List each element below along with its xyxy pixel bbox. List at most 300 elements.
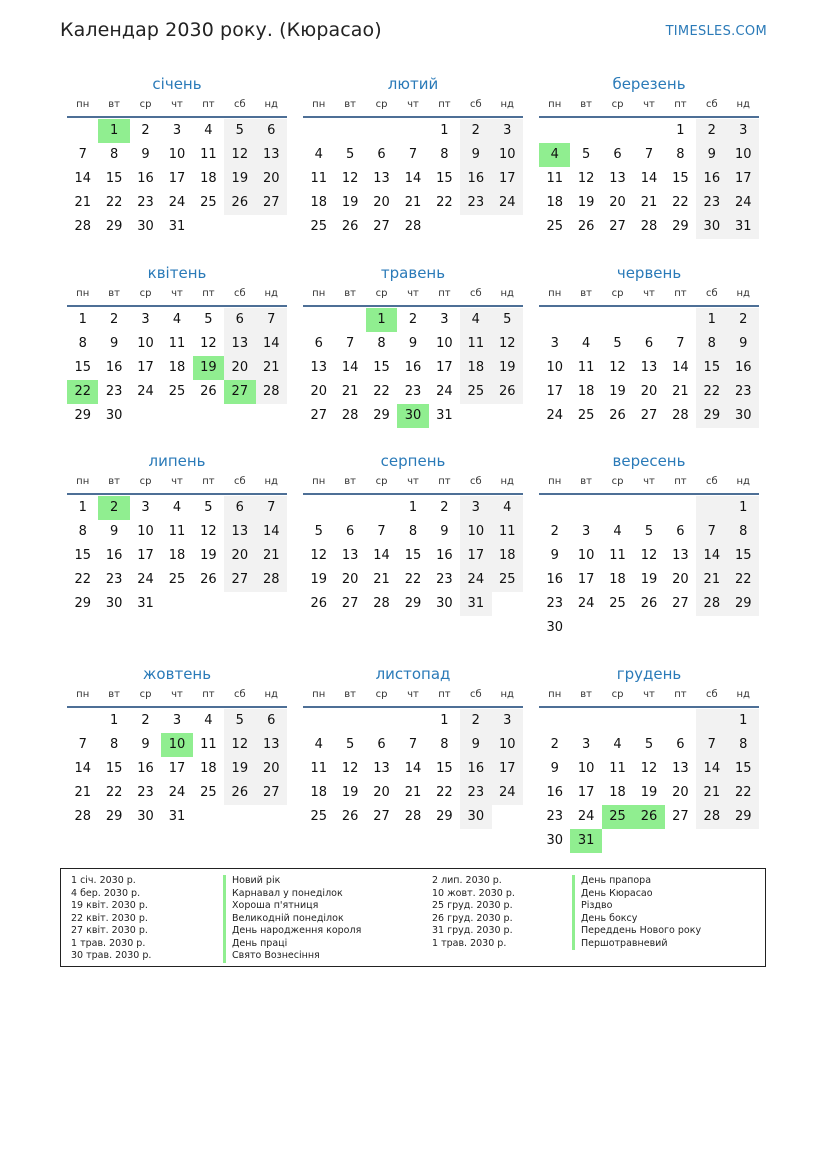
day-cell: 24 xyxy=(577,809,595,824)
legend-holiday-name: Свято Вознесіння xyxy=(223,950,361,963)
day-cell: 15 xyxy=(74,360,91,375)
day-cell: 3 xyxy=(141,500,150,515)
empty-cell xyxy=(665,308,696,332)
day-cell: 21 xyxy=(341,384,359,399)
day-cell: 18 xyxy=(168,548,186,563)
day-cell: 5 xyxy=(204,500,213,515)
day-cell: 13 xyxy=(640,360,658,375)
day-cell: 28 xyxy=(74,219,91,234)
day-cell: 30 xyxy=(137,809,154,824)
day-cell: 2 xyxy=(440,500,449,515)
weekday-label: вт xyxy=(108,288,120,299)
day-cell: 28 xyxy=(696,805,727,829)
legend-date: 1 трав. 2030 р. xyxy=(432,937,507,949)
weekday-label: нд xyxy=(736,288,750,299)
day-cell: 11 xyxy=(492,520,523,544)
empty-cell xyxy=(366,496,397,520)
day-cell: 21 xyxy=(640,195,658,210)
day-cell: 29 xyxy=(105,219,123,234)
day-cell: 20 xyxy=(256,757,287,781)
empty-cell xyxy=(633,496,664,520)
day-cell: 9 xyxy=(109,524,119,539)
day-cell: 2 xyxy=(550,737,559,752)
day-grid xyxy=(539,308,759,428)
holiday-day-cell: 22 xyxy=(67,380,98,404)
day-cell: 26 xyxy=(200,384,217,399)
holiday-day-cell: 30 xyxy=(397,404,428,428)
day-cell: 12 xyxy=(200,524,217,539)
day-cell: 23 xyxy=(460,191,491,215)
day-cell: 23 xyxy=(546,596,563,611)
legend-holiday-name: День праці xyxy=(223,938,361,951)
day-cell: 24 xyxy=(436,384,453,399)
day-cell: 30 xyxy=(105,408,123,423)
day-cell: 18 xyxy=(609,785,626,800)
day-cell: 4 xyxy=(204,713,213,728)
day-cell: 19 xyxy=(310,572,327,587)
day-cell: 11 xyxy=(168,524,186,539)
day-cell: 1 xyxy=(440,713,449,728)
day-cell: 17 xyxy=(492,167,523,191)
weekday-label: пн xyxy=(76,99,90,110)
day-cell: 28 xyxy=(373,596,390,611)
day-cell: 4 xyxy=(172,500,182,515)
day-cell: 4 xyxy=(492,496,523,520)
holiday-day-cell: 27 xyxy=(224,380,255,404)
header-rule xyxy=(67,305,287,307)
weekday-label: сб xyxy=(705,99,718,110)
day-cell: 20 xyxy=(341,572,359,587)
day-cell: 17 xyxy=(168,761,186,776)
header-rule xyxy=(539,493,759,495)
legend-holiday-name: Великодній понеділок xyxy=(223,913,361,926)
weekday-label: сб xyxy=(705,288,718,299)
weekday-label: нд xyxy=(264,288,278,299)
empty-cell xyxy=(334,496,365,520)
day-cell: 24 xyxy=(492,781,523,805)
legend-holiday-name: Хороша п'ятниця xyxy=(223,900,361,913)
page-title: Календар 2030 року. (Кюрасао) xyxy=(60,19,382,41)
empty-cell xyxy=(303,308,334,332)
day-cell: 1 xyxy=(408,500,418,515)
weekday-label: пн xyxy=(312,288,326,299)
day-cell: 6 xyxy=(345,524,355,539)
day-cell: 9 xyxy=(728,332,759,356)
day-cell: 7 xyxy=(345,336,355,351)
empty-cell xyxy=(397,119,428,143)
day-cell: 26 xyxy=(224,191,255,215)
day-cell: 6 xyxy=(676,737,685,752)
day-cell: 13 xyxy=(373,171,390,186)
day-cell: 9 xyxy=(141,737,150,752)
empty-cell xyxy=(602,308,633,332)
weekday-label: ср xyxy=(611,689,624,700)
month-name: червень xyxy=(616,264,682,282)
weekday-label: сб xyxy=(469,99,482,110)
month-name: вересень xyxy=(612,452,686,470)
weekday-label: сб xyxy=(233,689,246,700)
day-cell: 5 xyxy=(204,312,213,327)
day-cell: 2 xyxy=(408,312,418,327)
day-cell: 12 xyxy=(224,733,255,757)
empty-cell xyxy=(303,709,334,733)
day-cell: 30 xyxy=(137,219,154,234)
month-block xyxy=(67,449,287,616)
day-cell: 2 xyxy=(109,312,119,327)
day-cell: 9 xyxy=(408,336,418,351)
day-cell: 6 xyxy=(613,147,622,162)
day-cell: 21 xyxy=(404,195,422,210)
day-cell: 11 xyxy=(546,171,563,186)
day-cell: 24 xyxy=(546,408,563,423)
legend-date: 27 квіт. 2030 р. xyxy=(71,925,148,936)
day-cell: 23 xyxy=(460,781,491,805)
day-cell: 3 xyxy=(492,709,523,733)
legend-left-names xyxy=(223,875,361,963)
day-cell: 14 xyxy=(74,761,91,776)
header-rule xyxy=(67,493,287,495)
day-cell: 14 xyxy=(404,761,422,776)
day-cell: 5 xyxy=(345,737,355,752)
day-cell: 3 xyxy=(141,312,150,327)
day-cell: 1 xyxy=(728,496,759,520)
empty-cell xyxy=(665,496,696,520)
weekday-label: пн xyxy=(548,476,562,487)
day-cell: 29 xyxy=(373,408,390,423)
weekday-label: пт xyxy=(202,476,215,487)
day-cell: 19 xyxy=(341,785,359,800)
day-cell: 17 xyxy=(492,757,523,781)
day-cell: 17 xyxy=(137,548,154,563)
header-rule xyxy=(303,493,523,495)
day-cell: 19 xyxy=(640,785,658,800)
day-cell: 11 xyxy=(577,360,595,375)
day-grid xyxy=(303,496,523,616)
day-cell: 20 xyxy=(224,544,255,568)
day-cell: 22 xyxy=(404,572,422,587)
day-cell: 8 xyxy=(728,733,759,757)
weekday-label: нд xyxy=(500,99,514,110)
weekday-label: пн xyxy=(76,476,90,487)
day-cell: 20 xyxy=(640,384,658,399)
weekday-label: вт xyxy=(344,288,356,299)
day-cell: 3 xyxy=(492,119,523,143)
weekday-label: пт xyxy=(202,99,215,110)
day-cell: 28 xyxy=(341,408,359,423)
day-cell: 13 xyxy=(224,332,255,356)
day-cell: 5 xyxy=(492,308,523,332)
weekday-label: нд xyxy=(500,476,514,487)
weekday-label: вт xyxy=(580,99,592,110)
day-cell: 5 xyxy=(224,709,255,733)
weekday-label: чт xyxy=(643,476,655,487)
weekday-label: пн xyxy=(76,288,90,299)
legend-holiday-name: Різдво xyxy=(572,900,701,913)
holiday-day-cell: 26 xyxy=(633,805,664,829)
empty-cell xyxy=(633,308,664,332)
day-cell: 17 xyxy=(577,785,595,800)
day-cell: 8 xyxy=(440,737,449,752)
legend-holiday-name: День боксу xyxy=(572,913,701,926)
legend-date: 1 трав. 2030 р. xyxy=(71,937,146,949)
holiday-day-cell: 10 xyxy=(161,733,192,757)
day-cell: 8 xyxy=(78,336,87,351)
weekday-label: пт xyxy=(674,99,687,110)
month-block xyxy=(539,449,759,640)
day-cell: 9 xyxy=(550,548,559,563)
site-link[interactable]: TIMESLES.COM xyxy=(665,24,767,39)
day-cell: 23 xyxy=(137,785,154,800)
weekday-header xyxy=(67,686,287,704)
weekday-label: нд xyxy=(264,99,278,110)
day-cell: 25 xyxy=(200,195,217,210)
day-cell: 5 xyxy=(314,524,323,539)
empty-cell xyxy=(633,709,664,733)
day-cell: 9 xyxy=(696,143,727,167)
day-cell: 30 xyxy=(436,596,453,611)
day-cell: 28 xyxy=(74,809,91,824)
month-block xyxy=(539,72,759,239)
day-cell: 15 xyxy=(672,171,689,186)
empty-cell xyxy=(570,119,601,143)
month-block xyxy=(67,72,287,239)
day-cell: 23 xyxy=(546,809,563,824)
holiday-day-cell: 31 xyxy=(570,829,601,853)
weekday-label: ср xyxy=(139,476,152,487)
day-cell: 15 xyxy=(105,171,123,186)
day-cell: 19 xyxy=(640,572,658,587)
day-cell: 7 xyxy=(256,496,287,520)
day-cell: 27 xyxy=(609,219,626,234)
day-cell: 7 xyxy=(696,520,727,544)
day-cell: 12 xyxy=(577,171,595,186)
day-cell: 7 xyxy=(408,147,418,162)
empty-cell xyxy=(366,709,397,733)
day-cell: 6 xyxy=(224,496,255,520)
header-rule xyxy=(539,706,759,708)
day-cell: 16 xyxy=(137,171,154,186)
day-cell: 26 xyxy=(577,219,595,234)
empty-cell xyxy=(602,709,633,733)
day-cell: 27 xyxy=(310,408,327,423)
weekday-label: сб xyxy=(705,476,718,487)
day-cell: 22 xyxy=(105,785,123,800)
day-grid xyxy=(67,119,287,239)
day-cell: 27 xyxy=(373,809,390,824)
weekday-label: ср xyxy=(139,288,152,299)
day-cell: 5 xyxy=(644,737,654,752)
empty-cell xyxy=(334,119,365,143)
day-cell: 4 xyxy=(581,336,591,351)
day-cell: 25 xyxy=(577,408,595,423)
day-cell: 4 xyxy=(204,123,213,138)
day-cell: 4 xyxy=(172,312,182,327)
month-block xyxy=(303,261,523,428)
weekday-label: ср xyxy=(375,99,388,110)
day-cell: 27 xyxy=(672,596,689,611)
holiday-day-cell: 19 xyxy=(193,356,224,380)
day-cell: 24 xyxy=(137,572,154,587)
legend-date: 2 лип. 2030 р. xyxy=(432,875,502,886)
day-cell: 16 xyxy=(436,548,453,563)
day-cell: 22 xyxy=(74,572,91,587)
day-cell: 17 xyxy=(137,360,154,375)
day-cell: 11 xyxy=(200,737,217,752)
legend-holiday-name: Новий рік xyxy=(223,875,361,888)
day-cell: 19 xyxy=(492,356,523,380)
weekday-label: пт xyxy=(202,288,215,299)
day-cell: 6 xyxy=(314,336,323,351)
day-cell: 25 xyxy=(492,568,523,592)
legend-right-dates xyxy=(432,875,515,950)
legend-date: 31 груд. 2030 р. xyxy=(432,925,513,936)
day-cell: 28 xyxy=(404,219,422,234)
month-name: липень xyxy=(148,452,206,470)
empty-cell xyxy=(67,709,98,733)
day-cell: 18 xyxy=(609,572,626,587)
day-cell: 29 xyxy=(74,408,91,423)
day-cell: 12 xyxy=(200,336,217,351)
day-cell: 27 xyxy=(672,809,689,824)
weekday-label: чт xyxy=(171,99,183,110)
day-cell: 23 xyxy=(404,384,422,399)
weekday-label: чт xyxy=(643,689,655,700)
day-cell: 21 xyxy=(74,195,91,210)
day-cell: 4 xyxy=(613,737,622,752)
weekday-header xyxy=(67,473,287,491)
day-cell: 8 xyxy=(78,524,87,539)
day-cell: 21 xyxy=(256,356,287,380)
empty-cell xyxy=(665,709,696,733)
weekday-label: чт xyxy=(407,689,419,700)
day-cell: 7 xyxy=(78,737,87,752)
legend-holiday-name: Карнавал у понеділок xyxy=(223,888,361,901)
month-block xyxy=(67,662,287,829)
day-cell: 7 xyxy=(408,737,418,752)
day-cell: 26 xyxy=(341,809,359,824)
day-cell: 18 xyxy=(168,360,186,375)
empty-cell xyxy=(696,709,727,733)
day-cell: 13 xyxy=(256,143,287,167)
day-cell: 23 xyxy=(728,380,759,404)
day-cell: 29 xyxy=(436,809,453,824)
day-cell: 2 xyxy=(696,119,727,143)
weekday-label: чт xyxy=(407,288,419,299)
header-rule xyxy=(67,116,287,118)
day-cell: 26 xyxy=(200,572,217,587)
day-cell: 25 xyxy=(460,380,491,404)
day-cell: 30 xyxy=(546,620,563,635)
weekday-label: нд xyxy=(264,476,278,487)
day-cell: 8 xyxy=(728,520,759,544)
day-cell: 29 xyxy=(728,592,759,616)
day-cell: 21 xyxy=(404,785,422,800)
weekday-label: пн xyxy=(548,288,562,299)
day-cell: 14 xyxy=(696,757,727,781)
day-cell: 6 xyxy=(676,524,685,539)
legend-date: 22 квіт. 2030 р. xyxy=(71,912,148,924)
day-cell: 23 xyxy=(105,572,123,587)
month-name: березень xyxy=(612,75,686,93)
day-cell: 30 xyxy=(105,596,123,611)
weekday-label: пн xyxy=(312,476,326,487)
day-cell: 16 xyxy=(137,761,154,776)
day-cell: 11 xyxy=(310,761,327,776)
day-cell: 25 xyxy=(310,809,327,824)
weekday-label: сб xyxy=(469,288,482,299)
day-cell: 19 xyxy=(224,167,255,191)
weekday-header xyxy=(303,285,523,303)
weekday-header xyxy=(303,473,523,491)
day-cell: 26 xyxy=(609,408,626,423)
day-cell: 14 xyxy=(404,171,422,186)
day-cell: 8 xyxy=(109,147,119,162)
day-cell: 18 xyxy=(310,785,327,800)
day-cell: 11 xyxy=(609,548,626,563)
day-cell: 4 xyxy=(460,308,491,332)
day-cell: 3 xyxy=(440,312,449,327)
day-cell: 10 xyxy=(492,733,523,757)
weekday-label: вт xyxy=(344,476,356,487)
weekday-label: ср xyxy=(611,288,624,299)
weekday-header xyxy=(303,686,523,704)
day-cell: 15 xyxy=(436,761,453,776)
legend-right-names xyxy=(572,875,701,950)
day-cell: 6 xyxy=(224,308,255,332)
day-cell: 25 xyxy=(168,572,186,587)
day-cell: 10 xyxy=(137,524,154,539)
day-cell: 31 xyxy=(436,408,453,423)
empty-cell xyxy=(570,308,601,332)
day-cell: 8 xyxy=(377,336,386,351)
day-cell: 1 xyxy=(696,308,727,332)
weekday-label: сб xyxy=(233,476,246,487)
day-cell: 29 xyxy=(404,596,422,611)
day-cell: 25 xyxy=(310,219,327,234)
weekday-label: чт xyxy=(643,99,655,110)
weekday-label: вт xyxy=(108,476,120,487)
day-cell: 7 xyxy=(78,147,87,162)
day-cell: 24 xyxy=(168,785,186,800)
weekday-label: сб xyxy=(469,476,482,487)
day-cell: 12 xyxy=(224,143,255,167)
day-cell: 24 xyxy=(492,191,523,215)
day-grid xyxy=(303,119,523,239)
day-cell: 20 xyxy=(256,167,287,191)
day-cell: 20 xyxy=(373,785,390,800)
day-cell: 29 xyxy=(696,404,727,428)
month-name: листопад xyxy=(375,665,451,683)
day-cell: 28 xyxy=(672,408,689,423)
day-grid xyxy=(303,308,523,428)
day-cell: 17 xyxy=(577,572,595,587)
day-cell: 10 xyxy=(137,336,154,351)
day-cell: 10 xyxy=(460,520,491,544)
day-cell: 2 xyxy=(141,713,150,728)
day-cell: 22 xyxy=(672,195,689,210)
day-cell: 11 xyxy=(168,336,186,351)
legend-date: 19 квіт. 2030 р. xyxy=(71,900,148,911)
empty-cell xyxy=(303,119,334,143)
legend-date: 30 трав. 2030 р. xyxy=(71,950,152,961)
day-cell: 21 xyxy=(74,785,91,800)
day-cell: 14 xyxy=(672,360,689,375)
day-cell: 27 xyxy=(341,596,359,611)
weekday-label: ср xyxy=(611,476,624,487)
day-cell: 22 xyxy=(105,195,123,210)
holiday-legend xyxy=(60,868,766,967)
weekday-label: нд xyxy=(736,99,750,110)
